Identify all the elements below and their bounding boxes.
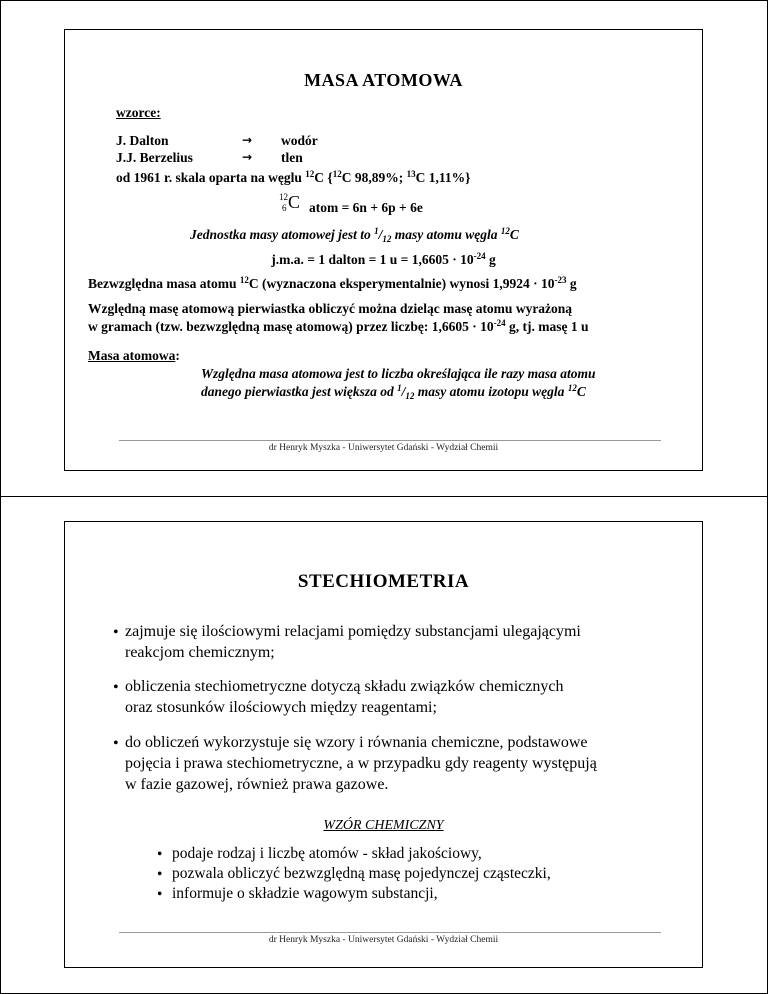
masa-atomowa-label: Masa atomowa: — [88, 348, 180, 363]
page-divider — [0, 496, 768, 497]
absolute-mass-line: Bezwzględna masa atomu $^{12}$C (wyznaczona eksperymentalnie) wynosi $1,9924 \cdot 10^{-23}$ g — [88, 275, 577, 291]
bullet-marker: • — [157, 846, 163, 863]
berzelius-element: tlen — [281, 150, 303, 165]
sub-bullet-1: podaje rodzaj i liczbę atomów - skład jakościowy, — [172, 845, 482, 862]
wzorce-label: wzorce: — [116, 105, 161, 120]
bullet-2-line-1: obliczenia stechiometryczne dotyczą składu związków chemicznych — [125, 678, 564, 695]
atom-formula: atom = 6n + 6p + 6e — [309, 200, 423, 215]
carbon-nuclide-symbol: 12 6 C — [279, 192, 301, 213]
slide1-title: MASA ATOMOWA — [304, 70, 463, 90]
bullet-1-line-2: reakcjom chemicznym; — [125, 644, 275, 661]
amu-definition: Jednostka masy atomowej jest to $^1/_{12}$ masy atomu węgla $^{12}$C — [190, 226, 519, 244]
masa-def-line-1: Względna masa atomowa jest to liczba określająca ile razy masa atomu — [201, 366, 596, 381]
bullet-marker: • — [113, 624, 119, 641]
footer-rule — [119, 932, 661, 933]
arrow-icon: → — [242, 150, 253, 164]
dalton-element: wodór — [281, 133, 318, 148]
relative-mass-line-2: w gramach (tzw. bezwzględną masę atomową) przez liczbę: $1,6605 \cdot 10^{-24}$ g, tj. masę 1 u — [88, 318, 589, 334]
slide-masa-atomowa — [64, 29, 703, 471]
slide2-footer: dr Henryk Myszka - Uniwersytet Gdański - Wydział Chemii — [268, 935, 499, 945]
slide2-title: STECHIOMETRIA — [297, 571, 470, 592]
sub-bullet-3: informuje o składzie wagowym substancji, — [172, 885, 438, 902]
wzor-chemiczny-heading: WZÓR CHEMICZNY — [323, 818, 444, 833]
bullet-1-line-1: zajmuje się ilościowymi relacjami pomiędzy substancjami ulegającymi — [125, 623, 581, 640]
bullet-2-line-2: oraz stosunków ilościowych między reagentami; — [125, 699, 437, 716]
bullet-marker: • — [113, 679, 119, 696]
relative-mass-line-1: Względną masę atomową pierwiastka obliczyć można dzieląc masę atomu wyrażoną — [88, 301, 573, 316]
jma-equation: j.m.a. = 1 dalton = 1 $u = 1,6605 \cdot 10^{-24}$ g — [271, 251, 496, 267]
bullet-3-line-3: w fazie gazowej, również prawa gazowe. — [125, 776, 389, 793]
bullet-marker: • — [157, 866, 163, 883]
bullet-marker: • — [157, 886, 163, 903]
scale-line: od 1961 r. skala oparta na węglu $^{12}$C {$^{12}$C 98,89%; $^{13}$C 1,11%} — [116, 169, 471, 185]
slide-stechiometria — [64, 521, 703, 968]
berzelius-name: J.J. Berzelius — [116, 150, 193, 165]
dalton-name: J. Dalton — [116, 133, 169, 148]
slide1-footer: dr Henryk Myszka - Uniwersytet Gdański - Wydział Chemii — [268, 443, 499, 453]
footer-rule — [119, 440, 661, 441]
bullet-3-line-1: do obliczeń wykorzystuje się wzory i równania chemiczne, podstawowe — [125, 734, 588, 751]
sub-bullet-2: pozwala obliczyć bezwzględną masę pojedynczej cząsteczki, — [172, 865, 551, 882]
bullet-3-line-2: pojęcia i prawa stechiometryczne, a w przypadku gdy reagenty występują — [125, 755, 597, 772]
masa-def-line-2: danego pierwiastka jest większa od $^1/_{12}$ masy atomu izotopu węgla $^{12}$C — [201, 383, 586, 401]
bullet-marker: • — [113, 735, 119, 752]
arrow-icon: → — [242, 133, 253, 147]
